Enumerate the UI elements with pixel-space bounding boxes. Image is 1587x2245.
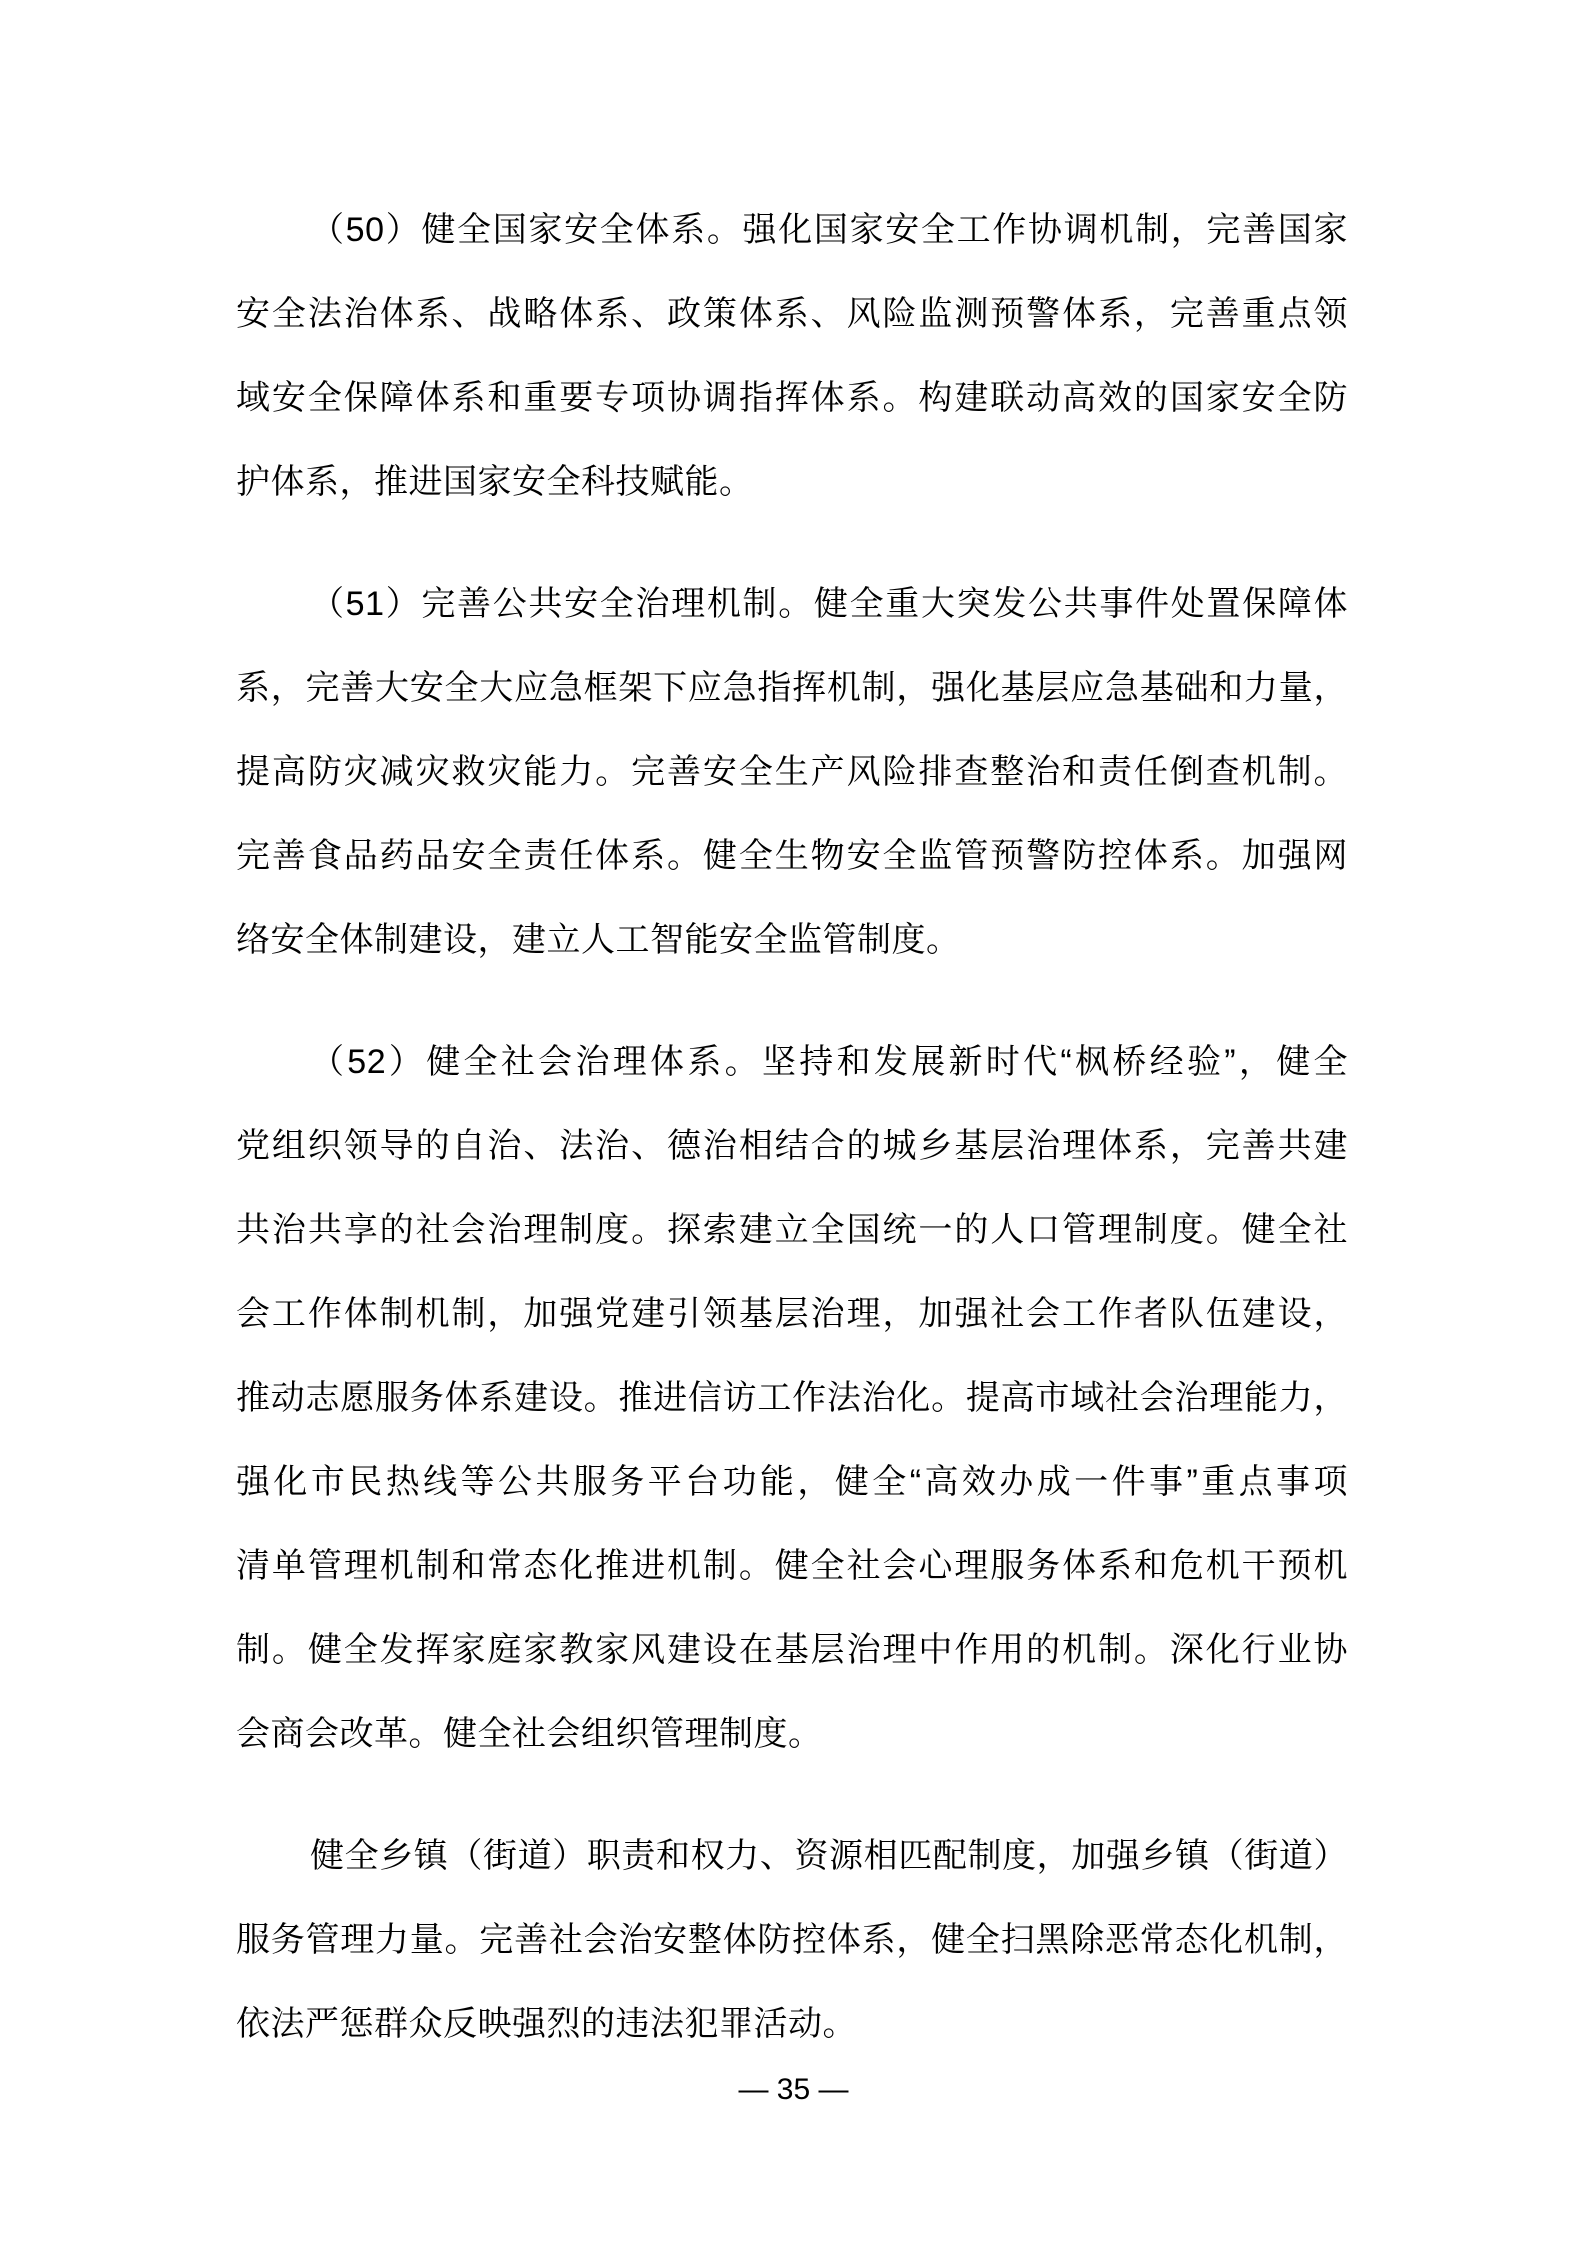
paragraph bbox=[236, 1814, 1348, 2066]
text-line: 络安全体制建设，建立人工智能安全监管制度。 bbox=[236, 921, 961, 959]
document-body bbox=[236, 188, 1348, 2104]
text-line: 清单管理机制和常态化推进机制。健全社会心理服务体系和危机干预机 bbox=[236, 1547, 1348, 1585]
text-line: 健全乡镇（街道）职责和权力、资源相匹配制度，加强乡镇（街道） bbox=[310, 1837, 1348, 1875]
text-line: （52）健全社会治理体系。坚持和发展新时代“枫桥经验”，健全 bbox=[310, 1043, 1348, 1081]
paragraph bbox=[236, 188, 1348, 524]
text-line: 制。健全发挥家庭家教家风建设在基层治理中作用的机制。深化行业协 bbox=[236, 1631, 1348, 1669]
paragraph bbox=[236, 1020, 1348, 1776]
text-line: 共治共享的社会治理制度。探索建立全国统一的人口管理制度。健全社 bbox=[236, 1211, 1348, 1249]
text-line: 完善食品药品安全责任体系。健全生物安全监管预警防控体系。加强网 bbox=[236, 837, 1348, 875]
paragraph bbox=[236, 562, 1348, 982]
text-line: 党组织领导的自治、法治、德治相结合的城乡基层治理体系，完善共建 bbox=[236, 1127, 1348, 1165]
text-line: 域安全保障体系和重要专项协调指挥体系。构建联动高效的国家安全防 bbox=[236, 379, 1348, 417]
text-line: 会工作体制机制，加强党建引领基层治理，加强社会工作者队伍建设， bbox=[236, 1295, 1348, 1333]
text-line: （50）健全国家安全体系。强化国家安全工作协调机制，完善国家 bbox=[310, 211, 1348, 249]
text-line: （51）完善公共安全治理机制。健全重大突发公共事件处置保障体 bbox=[310, 585, 1348, 623]
text-line: 会商会改革。健全社会组织管理制度。 bbox=[236, 1715, 823, 1753]
text-line: 强化市民热线等公共服务平台功能，健全“高效办成一件事”重点事项 bbox=[236, 1463, 1348, 1501]
text-line: 提高防灾减灾救灾能力。完善安全生产风险排查整治和责任倒查机制。 bbox=[236, 753, 1348, 791]
text-line: 推动志愿服务体系建设。推进信访工作法治化。提高市域社会治理能力， bbox=[236, 1379, 1348, 1417]
text-line: 护体系，推进国家安全科技赋能。 bbox=[236, 463, 754, 501]
text-line: 系，完善大安全大应急框架下应急指挥机制，强化基层应急基础和力量， bbox=[236, 669, 1348, 707]
text-line: 依法严惩群众反映强烈的违法犯罪活动。 bbox=[236, 2005, 857, 2043]
text-line: 服务管理力量。完善社会治安整体防控体系，健全扫黑除恶常态化机制， bbox=[236, 1921, 1348, 1959]
text-line: 安全法治体系、战略体系、政策体系、风险监测预警体系，完善重点领 bbox=[236, 295, 1348, 333]
page-number: — 35 — bbox=[738, 2073, 849, 2106]
